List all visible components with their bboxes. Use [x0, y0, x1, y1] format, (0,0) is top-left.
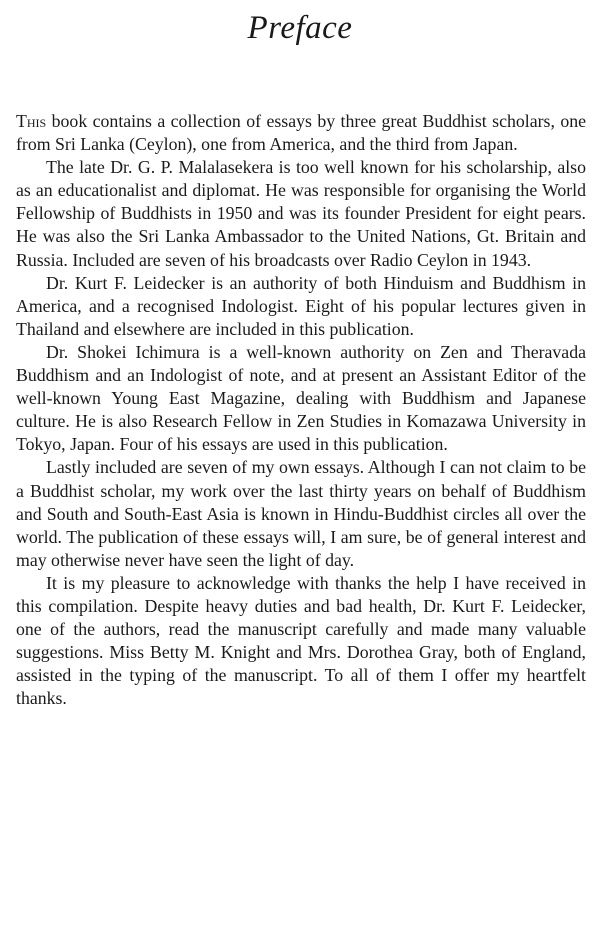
- paragraph-5: Lastly included are seven of my own essays. Although I can not claim to be a Buddhist scholar, my work over the last thirty years on behalf of Buddhism and South and South-East Asia is known in Hindu-Buddhist circles all over the world. The publication of these essays will, I am sure, be of general interest and may otherwise never have seen the light of day.: [16, 457, 586, 570]
- paragraph-1-text: book contains a collection of essays by three great Buddhist scholars, one from Sri Lanka (Ceylon), one from America, and the third from Japan.: [16, 111, 586, 155]
- preface-body: [16, 110, 586, 710]
- paragraph-2: The late Dr. G. P. Malalasekera is too well known for his scholarship, also as an educationalist and diplomat. He was responsible for organising the World Fellowship of Buddhists in 1950 and was its founder President for eight pears. He was also the Sri Lanka Ambassador to the United Nations, Gt. Britain and Russia. Included are seven of his broadcasts over Radio Ceylon in 1943.: [16, 157, 586, 270]
- paragraph-1: [16, 110, 586, 156]
- opening-word: This: [16, 111, 47, 131]
- paragraph-6: It is my pleasure to acknowledge with thanks the help I have received in this compilation. Despite heavy duties and bad health, Dr. Kurt F. Leidecker, one of the authors, read the manuscript carefully and made many valuable suggestions. Miss Betty M. Knight and Mrs. Dorothea Gray, both of England, assisted in the typing of the manuscript. To all of them I offer my heartfelt thanks.: [16, 572, 586, 709]
- paragraph-4: Dr. Shokei Ichimura is a well-known authority on Zen and Theravada Buddhism and an Indologist of note, and at present an Assistant Editor of the well-known Young East Magazine, dealing with Buddhism and Japanese culture. He is also Research Fellow in Zen Studies in Komazawa University in Tokyo, Japan. Four of his essays are used in this publication.: [16, 341, 586, 455]
- paragraph-3: Dr. Kurt F. Leidecker is an authority of both Hinduism and Buddhism in America, and a recognised Indologist. Eight of his popular lectures given in Thailand and elsewhere are included in this publication.: [16, 272, 586, 339]
- page-title: Preface: [247, 10, 353, 46]
